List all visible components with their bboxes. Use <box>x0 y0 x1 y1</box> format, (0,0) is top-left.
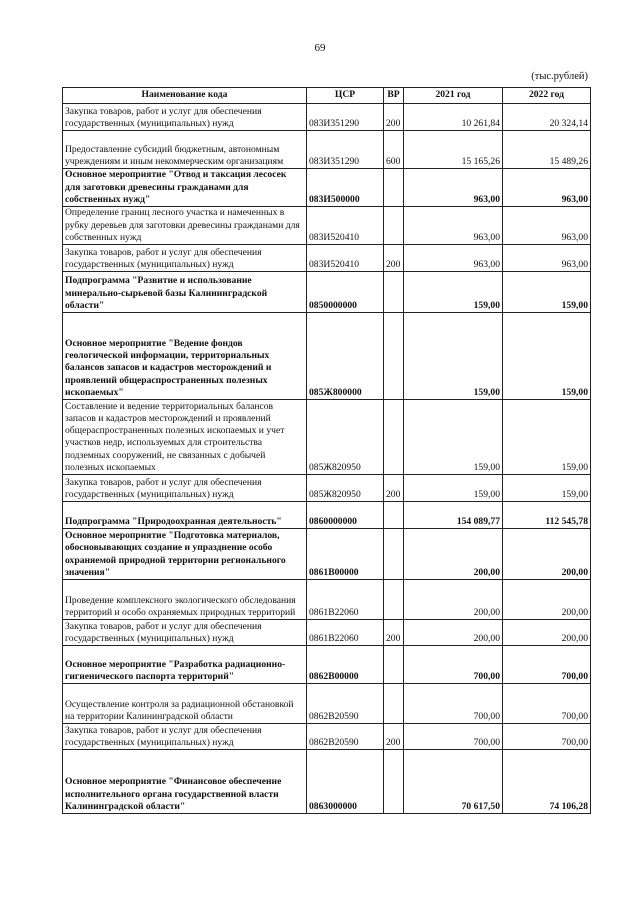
row-csr-code: 0860000000 <box>307 502 384 529</box>
row-value-2022: 15 489,26 <box>503 131 591 169</box>
row-name: Закупка товаров, работ и услуг для обеспечения государственных (муниципальных) нужд <box>63 245 307 272</box>
table-row <box>63 104 591 131</box>
row-name: Основное мероприятие "Подготовка материалов, обосновывающих создание и упразднение особо охраняемой природной территории регионального значения" <box>63 529 307 580</box>
table-row <box>63 272 591 313</box>
row-name: Подпрограмма "Развитие и использование минерально-сырьевой базы Калининградской области" <box>63 272 307 313</box>
row-value-2022: 159,00 <box>503 400 591 475</box>
row-value-2021: 700,00 <box>404 646 503 684</box>
row-value-2022: 159,00 <box>503 313 591 400</box>
row-value-2021: 200,00 <box>404 580 503 620</box>
row-value-2022: 112 545,78 <box>503 502 591 529</box>
row-name: Закупка товаров, работ и услуг для обеспечения государственных (муниципальных) нужд <box>63 104 307 131</box>
table-row <box>63 724 591 750</box>
row-value-2021: 963,00 <box>404 207 503 245</box>
row-value-2021: 159,00 <box>404 400 503 475</box>
table-row <box>63 684 591 724</box>
row-value-2021: 963,00 <box>404 245 503 272</box>
table-header-row <box>63 88 591 104</box>
row-csr-code: 085Ж800000 <box>307 313 384 400</box>
row-csr-code: 0861В22060 <box>307 580 384 620</box>
row-value-2022: 963,00 <box>503 245 591 272</box>
row-csr-code: 0850000000 <box>307 272 384 313</box>
table-body <box>63 104 591 814</box>
row-csr-code: 083И351290 <box>307 131 384 169</box>
row-value-2022: 200,00 <box>503 529 591 580</box>
row-vr-code: 200 <box>384 245 404 272</box>
row-value-2022: 74 106,28 <box>503 750 591 814</box>
row-value-2022: 963,00 <box>503 169 591 207</box>
header-name: Наименование кода <box>63 88 307 104</box>
row-csr-code: 0863000000 <box>307 750 384 814</box>
units-label: (тыс.рублей) <box>531 71 588 82</box>
row-name: Основное мероприятие "Ведение фондов геологической информации, территориальных балансов запасов и кадастров месторождений и проявлений общераспространенных полезных ископаемых" <box>63 313 307 400</box>
row-name: Составление и ведение территориальных балансов запасов и кадастров месторождений и проявлений общераспространенных полезных ископаемых и учет участков недр, используемых для строительства подземных сооружений, не связанных с добычей полезных ископаемых <box>63 400 307 475</box>
row-vr-code: 200 <box>384 620 404 646</box>
row-vr-code: 200 <box>384 104 404 131</box>
row-value-2021: 700,00 <box>404 724 503 750</box>
page-number: 69 <box>314 42 326 54</box>
table-row <box>63 502 591 529</box>
header-2021: 2021 год <box>404 88 503 104</box>
row-value-2022: 159,00 <box>503 475 591 502</box>
row-vr-code <box>384 646 404 684</box>
budget-table <box>62 87 591 814</box>
row-value-2022: 20 324,14 <box>503 104 591 131</box>
table-row <box>63 620 591 646</box>
row-value-2021: 10 261,84 <box>404 104 503 131</box>
row-csr-code: 083И520410 <box>307 207 384 245</box>
row-value-2022: 700,00 <box>503 724 591 750</box>
row-value-2021: 963,00 <box>404 169 503 207</box>
table-row <box>63 131 591 169</box>
row-csr-code: 0862В20590 <box>307 684 384 724</box>
row-value-2022: 200,00 <box>503 580 591 620</box>
row-value-2021: 70 617,50 <box>404 750 503 814</box>
row-value-2021: 700,00 <box>404 684 503 724</box>
row-value-2022: 159,00 <box>503 272 591 313</box>
row-csr-code: 083И500000 <box>307 169 384 207</box>
row-name: Закупка товаров, работ и услуг для обеспечения государственных (муниципальных) нужд <box>63 620 307 646</box>
row-value-2021: 200,00 <box>404 529 503 580</box>
row-vr-code: 200 <box>384 475 404 502</box>
row-csr-code: 0861В00000 <box>307 529 384 580</box>
row-name: Основное мероприятие "Отвод и таксация лесосек для заготовки древесины гражданами для собственных нужд" <box>63 169 307 207</box>
table-row <box>63 529 591 580</box>
row-vr-code <box>384 580 404 620</box>
row-name: Основное мероприятие "Разработка радиационно-гигиенического паспорта территорий" <box>63 646 307 684</box>
header-csr: ЦСР <box>307 88 384 104</box>
header-vr: ВР <box>384 88 404 104</box>
row-vr-code <box>384 169 404 207</box>
table-row <box>63 400 591 475</box>
table-row <box>63 580 591 620</box>
row-value-2021: 159,00 <box>404 272 503 313</box>
row-vr-code <box>384 684 404 724</box>
row-value-2022: 700,00 <box>503 684 591 724</box>
table-row <box>63 245 591 272</box>
table-row <box>63 646 591 684</box>
table-row <box>63 169 591 207</box>
row-value-2021: 200,00 <box>404 620 503 646</box>
row-value-2022: 700,00 <box>503 646 591 684</box>
row-vr-code <box>384 529 404 580</box>
row-csr-code: 085Ж820950 <box>307 475 384 502</box>
row-vr-code: 600 <box>384 131 404 169</box>
row-csr-code: 083И520410 <box>307 245 384 272</box>
row-name: Осуществление контроля за радиационной обстановкой на территории Калининградской области <box>63 684 307 724</box>
row-name: Подпрограмма "Природоохранная деятельность" <box>63 502 307 529</box>
row-vr-code <box>384 313 404 400</box>
row-csr-code: 083И351290 <box>307 104 384 131</box>
row-value-2021: 159,00 <box>404 475 503 502</box>
row-value-2021: 15 165,26 <box>404 131 503 169</box>
row-value-2022: 963,00 <box>503 207 591 245</box>
row-csr-code: 085Ж820950 <box>307 400 384 475</box>
row-value-2021: 154 089,77 <box>404 502 503 529</box>
row-csr-code: 0862В00000 <box>307 646 384 684</box>
row-vr-code: 200 <box>384 724 404 750</box>
row-name: Закупка товаров, работ и услуг для обеспечения государственных (муниципальных) нужд <box>63 724 307 750</box>
table-row <box>63 207 591 245</box>
row-vr-code <box>384 750 404 814</box>
row-vr-code <box>384 272 404 313</box>
row-csr-code: 0861В22060 <box>307 620 384 646</box>
table-row <box>63 313 591 400</box>
row-value-2022: 200,00 <box>503 620 591 646</box>
row-csr-code: 0862В20590 <box>307 724 384 750</box>
row-name: Закупка товаров, работ и услуг для обеспечения государственных (муниципальных) нужд <box>63 475 307 502</box>
table-row <box>63 475 591 502</box>
row-vr-code <box>384 207 404 245</box>
header-2022: 2022 год <box>503 88 591 104</box>
row-name: Предоставление субсидий бюджетным, автономным учреждениям и иным некоммерческим организациям <box>63 131 307 169</box>
row-name: Проведение комплексного экологического обследования территорий и особо охраняемых природных территорий <box>63 580 307 620</box>
row-name: Основное мероприятие "Финансовое обеспечение исполнительного органа государственной власти Калининградской области" <box>63 750 307 814</box>
row-vr-code <box>384 502 404 529</box>
table-row <box>63 750 591 814</box>
row-vr-code <box>384 400 404 475</box>
row-value-2021: 159,00 <box>404 313 503 400</box>
row-name: Определение границ лесного участка и намеченных в рубку деревьев для заготовки древесины гражданами для собственных нужд <box>63 207 307 245</box>
